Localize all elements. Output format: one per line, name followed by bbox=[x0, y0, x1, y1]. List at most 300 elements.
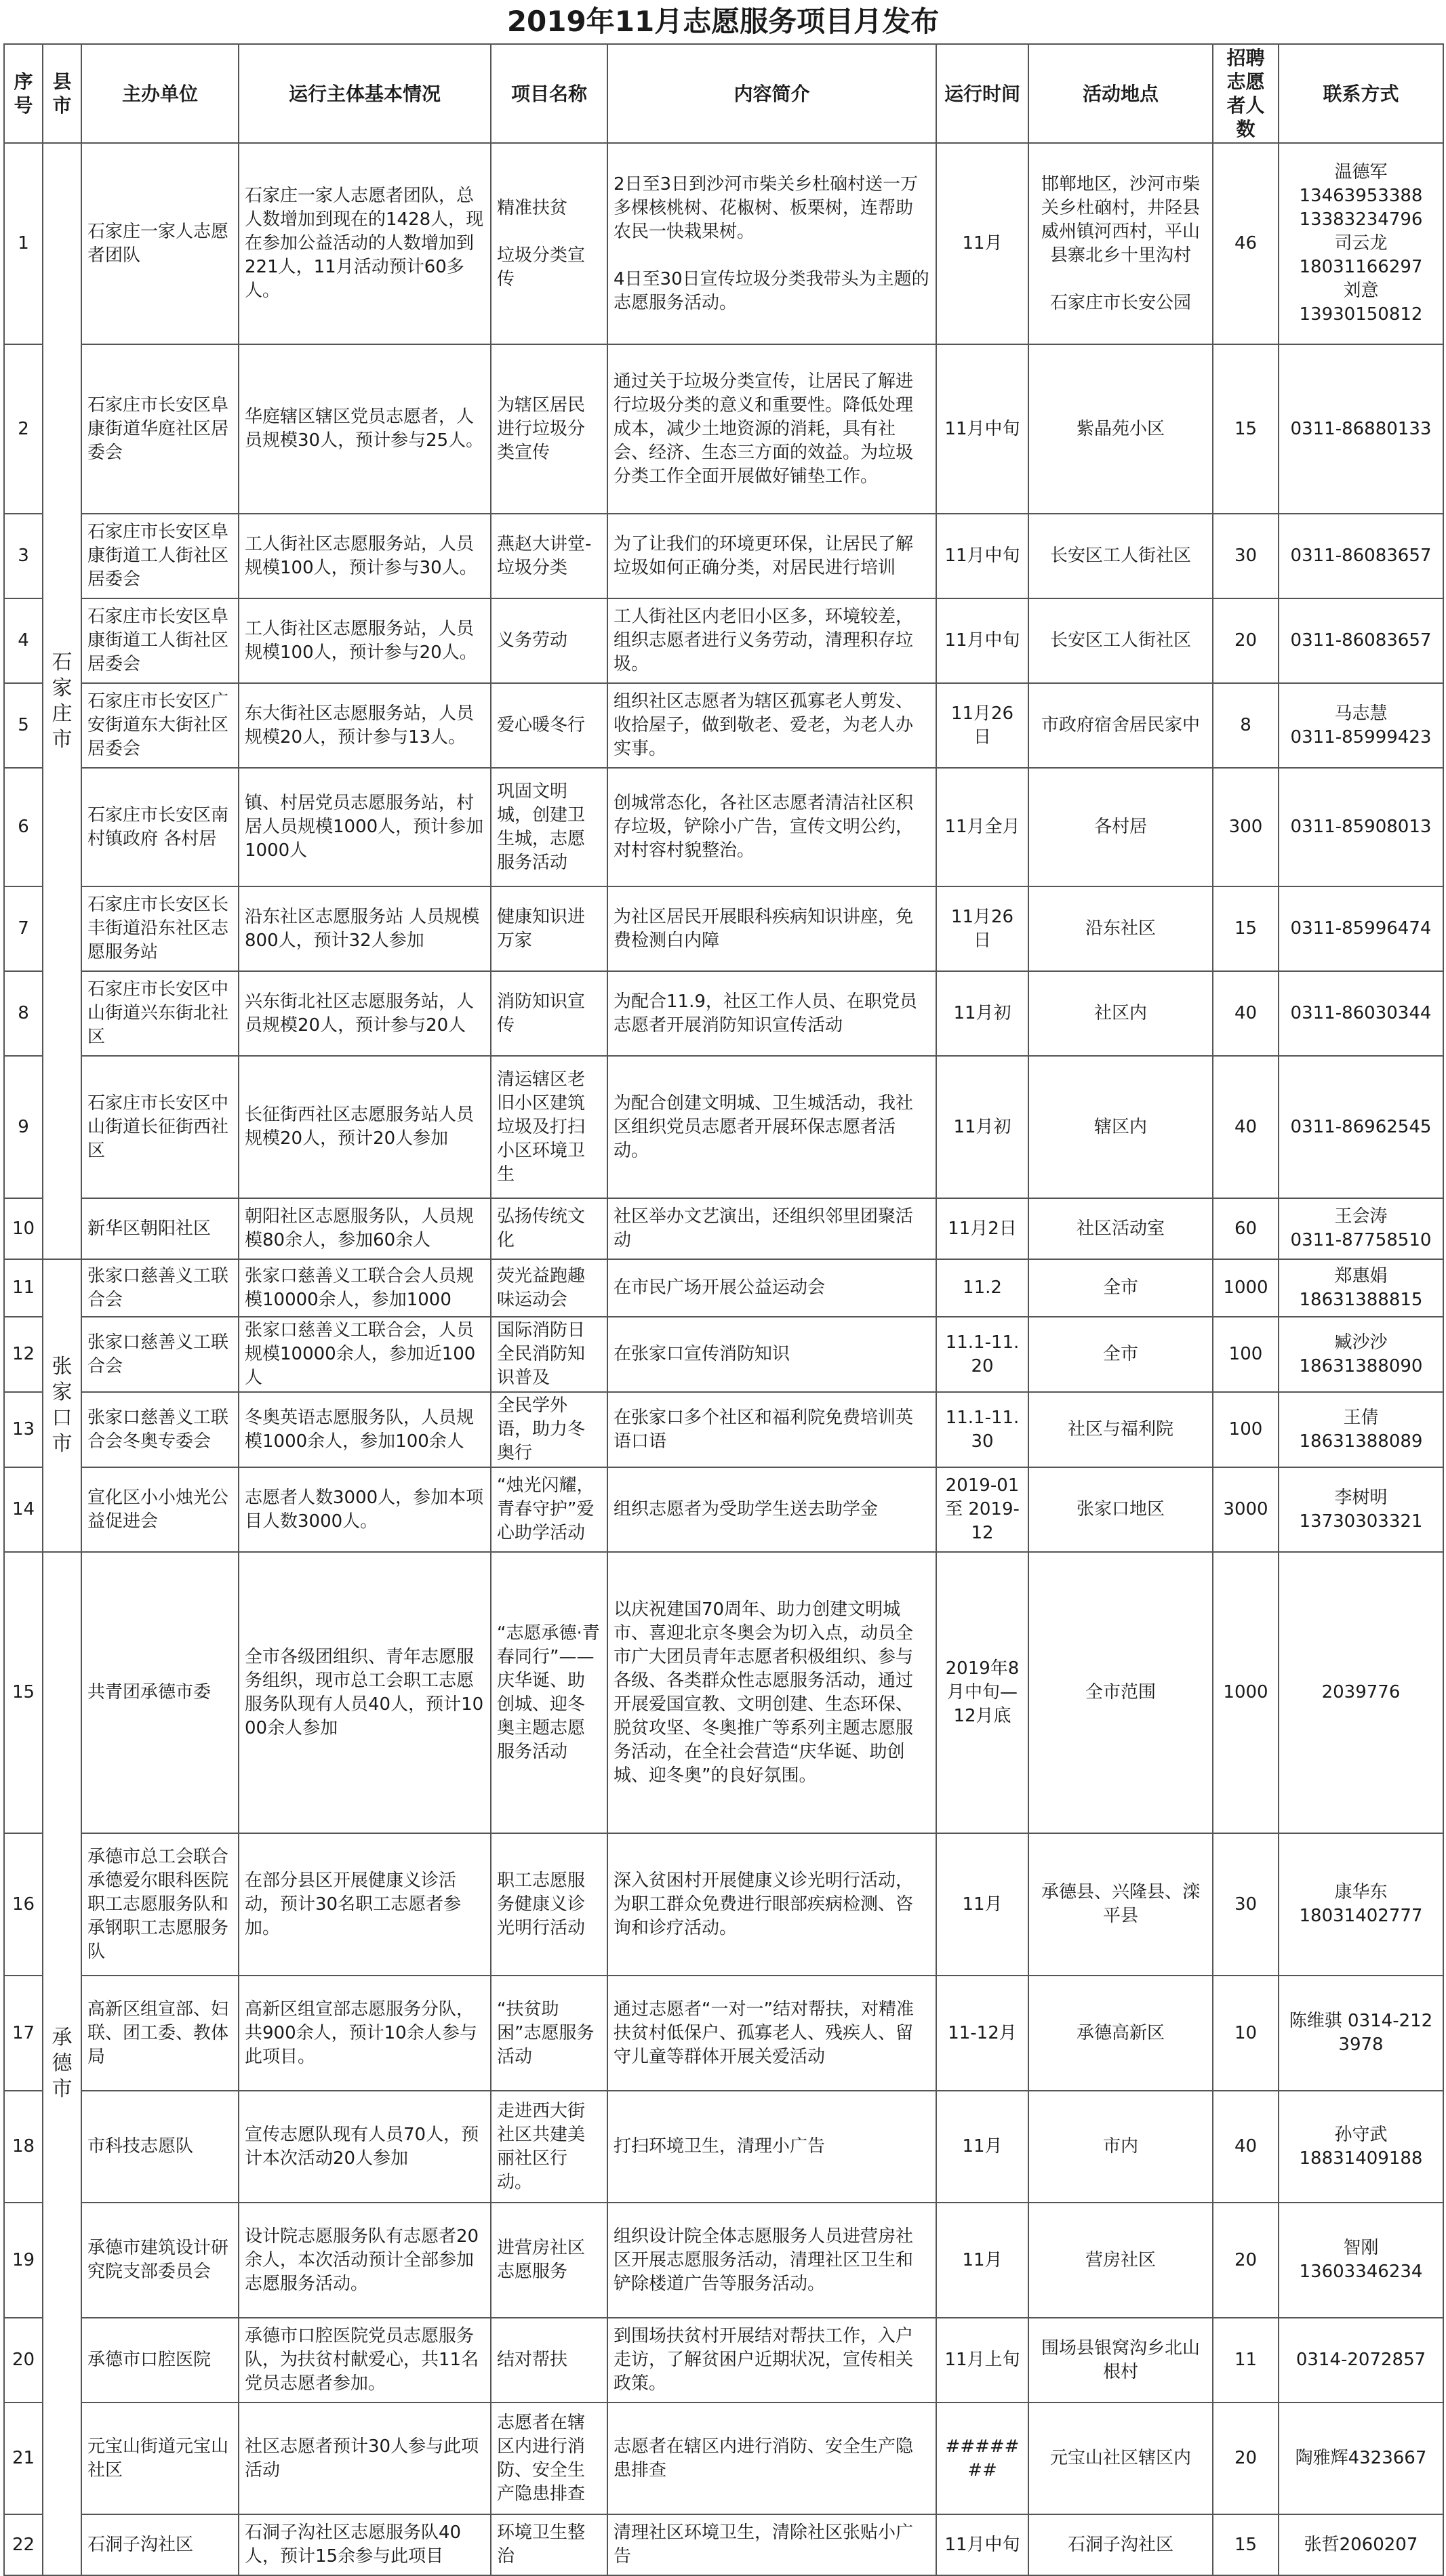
row-number-text: 19 bbox=[12, 2249, 35, 2270]
content-text: 通过关于垃圾分类宣传，让居民了解进行垃圾分类的意义和重要性。降低处理成本，减少土地资源的消耗，具有社会、经济、生态三方面的效益。为垃圾分类工作全面开展做好铺垫工作。 bbox=[614, 371, 914, 487]
table-row bbox=[4, 2091, 1443, 2203]
content-cell bbox=[607, 1198, 936, 1259]
volunteer-count-cell bbox=[1213, 2203, 1279, 2318]
run-time-text: 11月上旬 bbox=[944, 2350, 1020, 2370]
volunteer-count-cell bbox=[1213, 2514, 1279, 2575]
organizer-text: 石家庄市长安区长丰街道沿东社区志愿服务站 bbox=[87, 895, 229, 962]
run-time-text: 11月初 bbox=[953, 1003, 1011, 1023]
project-name-cell bbox=[491, 1259, 607, 1317]
contact-cell bbox=[1279, 1056, 1443, 1198]
table-row bbox=[4, 1198, 1443, 1259]
row-number-cell bbox=[4, 1976, 43, 2091]
contact-cell bbox=[1279, 1392, 1443, 1467]
project-name-cell bbox=[491, 1976, 607, 2091]
basic-info-cell bbox=[239, 683, 491, 768]
contact-text: 0311-85908013 bbox=[1290, 817, 1432, 837]
table-row bbox=[4, 1259, 1443, 1317]
header-cell: 项目名称 bbox=[491, 44, 607, 143]
row-number-cell bbox=[4, 2091, 43, 2203]
row-number-cell bbox=[4, 1198, 43, 1259]
run-time-text: 11月 bbox=[962, 2249, 1003, 2270]
table-row bbox=[4, 1317, 1443, 1392]
contact-text: 孙守武 18831409188 bbox=[1299, 2124, 1423, 2169]
organizer-cell bbox=[81, 886, 239, 971]
row-number-text: 10 bbox=[12, 1218, 35, 1239]
content-text: 为社区居民开展眼科疾病知识讲座，免费检测白内障 bbox=[614, 906, 914, 951]
location-cell bbox=[1028, 683, 1213, 768]
table-row bbox=[4, 1392, 1443, 1467]
table-row bbox=[4, 2203, 1443, 2318]
contact-text: 0314-2072857 bbox=[1296, 2350, 1426, 2370]
volunteer-count-cell bbox=[1213, 1198, 1279, 1259]
content-text: 社区举办文艺演出，还组织邻里团聚活动 bbox=[614, 1206, 914, 1250]
content-text: 为配合创建文明城、卫生城活动，我社区组织党员志愿者开展环保志愿者活动。 bbox=[614, 1092, 914, 1161]
organizer-text: 石家庄市长安区南村镇政府 各村居 bbox=[87, 804, 229, 849]
basic-info-cell bbox=[239, 971, 491, 1056]
location-cell bbox=[1028, 971, 1213, 1056]
row-number-cell bbox=[4, 344, 43, 514]
organizer-cell bbox=[81, 1976, 239, 2091]
basic-info-text: 全市各级团组织、青年志愿服务组织，现市总工会职工志愿服务队现有人员40人，预计1000余人参加 bbox=[245, 1646, 484, 1738]
table-row bbox=[4, 2318, 1443, 2403]
organizer-cell bbox=[81, 1056, 239, 1198]
location-text: 元宝山社区辖区内 bbox=[1049, 2448, 1191, 2468]
run-time-text: 11月中旬 bbox=[944, 546, 1020, 566]
volunteer-count-text: 1000 bbox=[1223, 1277, 1268, 1298]
location-cell bbox=[1028, 1467, 1213, 1552]
organizer-text: 承德市建筑设计研究院支部委员会 bbox=[87, 2238, 229, 2282]
contact-cell bbox=[1279, 514, 1443, 598]
organizer-text: 石家庄市长安区阜康街道工人街社区居委会 bbox=[87, 607, 229, 674]
project-name-cell bbox=[491, 2403, 607, 2514]
contact-text: 臧沙沙 18631388090 bbox=[1299, 1332, 1423, 1376]
contact-cell bbox=[1279, 1833, 1443, 1976]
project-name-cell bbox=[491, 1467, 607, 1552]
content-text: 清理社区环境卫生，清除社区张贴小广告 bbox=[614, 2522, 914, 2567]
contact-cell bbox=[1279, 683, 1443, 768]
volunteer-count-text: 10 bbox=[1234, 2022, 1258, 2043]
content-cell bbox=[607, 768, 936, 886]
run-time-cell bbox=[936, 1467, 1028, 1552]
table-row bbox=[4, 971, 1443, 1056]
table-row bbox=[4, 1833, 1443, 1976]
table-row bbox=[4, 1552, 1443, 1833]
project-name-cell bbox=[491, 1317, 607, 1392]
organizer-cell bbox=[81, 598, 239, 683]
content-cell bbox=[607, 971, 936, 1056]
run-time-cell bbox=[936, 514, 1028, 598]
location-cell bbox=[1028, 768, 1213, 886]
row-number-text: 2 bbox=[18, 418, 29, 439]
organizer-cell bbox=[81, 1833, 239, 1976]
volunteer-count-cell bbox=[1213, 2403, 1279, 2514]
organizer-cell bbox=[81, 344, 239, 514]
volunteer-count-text: 20 bbox=[1234, 2249, 1258, 2270]
project-name-cell bbox=[491, 683, 607, 768]
contact-text: 0311-85996474 bbox=[1290, 918, 1432, 939]
run-time-cell bbox=[936, 1056, 1028, 1198]
location-text: 长安区工人街社区 bbox=[1049, 546, 1191, 566]
row-number-cell bbox=[4, 1259, 43, 1317]
volunteer-count-cell bbox=[1213, 1056, 1279, 1198]
project-name-cell bbox=[491, 886, 607, 971]
organizer-text: 张家口慈善义工联合会 bbox=[87, 1265, 229, 1310]
basic-info-text: 志愿者人数3000人，参加本项目人数3000人。 bbox=[245, 1487, 484, 1532]
volunteer-count-cell bbox=[1213, 1976, 1279, 2091]
content-cell bbox=[607, 1976, 936, 2091]
content-cell bbox=[607, 1056, 936, 1198]
volunteer-count-cell bbox=[1213, 768, 1279, 886]
contact-cell bbox=[1279, 971, 1443, 1056]
project-name-cell bbox=[491, 1833, 607, 1976]
location-text: 全市 bbox=[1102, 1277, 1138, 1298]
table-row bbox=[4, 683, 1443, 768]
content-cell bbox=[607, 2514, 936, 2575]
run-time-text: 11月 bbox=[962, 233, 1003, 253]
volunteer-count-text: 20 bbox=[1234, 2448, 1258, 2468]
project-name-cell bbox=[491, 2318, 607, 2403]
basic-info-text: 镇、村居党员志愿服务站，村居人员规模1000人，预计参加1000人 bbox=[245, 793, 484, 861]
project-name-cell bbox=[491, 1056, 607, 1198]
content-cell bbox=[607, 2203, 936, 2318]
location-cell bbox=[1028, 1259, 1213, 1317]
location-cell bbox=[1028, 143, 1213, 344]
project-name-cell bbox=[491, 2203, 607, 2318]
content-cell bbox=[607, 1552, 936, 1833]
organizer-text: 承德市总工会联合承德爱尔眼科医院职工志愿服务队和承钢职工志愿服务队 bbox=[87, 1846, 229, 1962]
run-time-cell bbox=[936, 1552, 1028, 1833]
contact-text: 0311-86083657 bbox=[1290, 546, 1432, 566]
project-name-cell bbox=[491, 768, 607, 886]
row-number-cell bbox=[4, 143, 43, 344]
header-cell: 运行主体基本情况 bbox=[239, 44, 491, 143]
basic-info-cell bbox=[239, 598, 491, 683]
location-cell bbox=[1028, 1198, 1213, 1259]
basic-info-text: 工人街社区志愿服务站，人员规模100人，预计参与30人。 bbox=[245, 533, 477, 578]
run-time-text: 11-12月 bbox=[948, 2022, 1017, 2043]
row-number-text: 14 bbox=[12, 1499, 35, 1519]
organizer-text: 元宝山街道元宝山社区 bbox=[87, 2436, 229, 2480]
contact-cell bbox=[1279, 344, 1443, 514]
content-text: 打扫环境卫生，清理小广告 bbox=[614, 2136, 826, 2156]
contact-text: 智刚 13603346234 bbox=[1299, 2238, 1423, 2282]
row-number-text: 21 bbox=[12, 2448, 35, 2468]
project-name-cell bbox=[491, 344, 607, 514]
run-time-cell bbox=[936, 344, 1028, 514]
location-cell bbox=[1028, 598, 1213, 683]
row-number-text: 16 bbox=[12, 1894, 35, 1915]
location-cell bbox=[1028, 1317, 1213, 1392]
row-number-text: 18 bbox=[12, 2136, 35, 2156]
basic-info-cell bbox=[239, 768, 491, 886]
run-time-text: 11月 bbox=[962, 2136, 1003, 2156]
volunteer-count-text: 15 bbox=[1234, 918, 1258, 939]
organizer-cell bbox=[81, 143, 239, 344]
location-text: 承德县、兴隆县、滦平县 bbox=[1041, 1882, 1200, 1926]
basic-info-text: 张家口慈善义工联合会人员规模10000余人，参加1000 bbox=[245, 1265, 475, 1310]
location-text: 辖区内 bbox=[1093, 1116, 1147, 1137]
contact-cell bbox=[1279, 768, 1443, 886]
basic-info-text: 长征街西社区志愿服务站人员规模20人，预计20人参加 bbox=[245, 1105, 475, 1149]
basic-info-text: 在部分县区开展健康义诊活动，预计30名职工志愿者参加。 bbox=[245, 1870, 462, 1938]
row-number-text: 17 bbox=[12, 2022, 35, 2043]
table-row bbox=[4, 1056, 1443, 1198]
row-number-text: 5 bbox=[18, 715, 29, 735]
organizer-cell bbox=[81, 683, 239, 768]
content-text: 2日至3日到沙河市柴关乡杜硇村送一万多棵核桃树、花椒树、板栗树，连帮助农民一快栽果树。 4日至30日宣传垃圾分类我带头为主题的志愿服务活动。 bbox=[614, 173, 929, 313]
volunteer-count-cell bbox=[1213, 143, 1279, 344]
basic-info-text: 高新区组宣部志愿服务分队，共900余人，预计10余人参与此项目。 bbox=[245, 1999, 477, 2067]
location-text: 围场县银窝沟乡北山根村 bbox=[1041, 2337, 1200, 2382]
run-time-cell bbox=[936, 2514, 1028, 2575]
contact-text: 温德军 13463953388 13383234796 司云龙 18031166297 刘意 13930150812 bbox=[1299, 162, 1423, 325]
run-time-cell bbox=[936, 1833, 1028, 1976]
contact-cell bbox=[1279, 1467, 1443, 1552]
content-cell bbox=[607, 2091, 936, 2203]
project-name-text: 结对帮扶 bbox=[497, 2350, 568, 2370]
project-name-text: “扶贫助困”志愿服务活动 bbox=[497, 1999, 595, 2067]
content-text: 组织设计院全体志愿服务人员进营房社区开展志愿服务活动，清理社区卫生和铲除楼道广告等服务活动。 bbox=[614, 2226, 914, 2294]
organizer-text: 石洞子沟社区 bbox=[87, 2534, 194, 2555]
volunteer-count-cell bbox=[1213, 1259, 1279, 1317]
contact-cell bbox=[1279, 2203, 1443, 2318]
run-time-text: 11月中旬 bbox=[944, 630, 1020, 651]
run-time-text: 11.1-11.30 bbox=[945, 1407, 1020, 1452]
row-number-cell bbox=[4, 971, 43, 1056]
volunteer-count-text: 46 bbox=[1234, 233, 1258, 253]
contact-text: 郑惠娟 18631388815 bbox=[1299, 1265, 1423, 1310]
run-time-cell bbox=[936, 2403, 1028, 2514]
location-cell bbox=[1028, 344, 1213, 514]
content-text: 志愿者在辖区内进行消防、安全生产隐患排查 bbox=[614, 2436, 914, 2480]
header-cell: 招聘志愿者人数 bbox=[1213, 44, 1279, 143]
content-text: 组织志愿者为受助学生送去助学金 bbox=[614, 1499, 879, 1519]
organizer-text: 共青团承德市委 bbox=[87, 1682, 212, 1702]
organizer-text: 高新区组宣部、妇联、团工委、教体局 bbox=[87, 1999, 229, 2067]
row-number-cell bbox=[4, 1552, 43, 1833]
run-time-cell bbox=[936, 1198, 1028, 1259]
location-text: 社区内 bbox=[1093, 1003, 1147, 1023]
region-cell: 张 家 口 市 bbox=[43, 1259, 81, 1552]
project-name-text: 消防知识宣传 bbox=[497, 991, 586, 1036]
header-cell: 运行时间 bbox=[936, 44, 1028, 143]
content-text: 深入贫困村开展健康义诊光明行活动，为职工群众免费进行眼部疾病检测、咨询和诊疗活动。 bbox=[614, 1870, 914, 1938]
organizer-cell bbox=[81, 1552, 239, 1833]
basic-info-cell bbox=[239, 1317, 491, 1392]
table-row bbox=[4, 2514, 1443, 2575]
run-time-cell bbox=[936, 1392, 1028, 1467]
location-text: 市内 bbox=[1102, 2136, 1138, 2156]
content-cell bbox=[607, 344, 936, 514]
contact-cell bbox=[1279, 2514, 1443, 2575]
content-cell bbox=[607, 2403, 936, 2514]
contact-text: 0311-86880133 bbox=[1290, 418, 1432, 439]
volunteer-count-text: 20 bbox=[1234, 630, 1258, 651]
header-cell: 联系方式 bbox=[1279, 44, 1443, 143]
content-cell bbox=[607, 2318, 936, 2403]
table-row bbox=[4, 886, 1443, 971]
table-row bbox=[4, 2403, 1443, 2514]
basic-info-cell bbox=[239, 1976, 491, 2091]
run-time-text: 11.1-11.20 bbox=[945, 1332, 1020, 1376]
volunteer-count-text: 100 bbox=[1228, 1344, 1263, 1364]
volunteer-count-cell bbox=[1213, 2091, 1279, 2203]
organizer-text: 石家庄市长安区中山街道长征街西社区 bbox=[87, 1092, 229, 1161]
location-text: 沿东社区 bbox=[1085, 918, 1156, 939]
row-number-text: 11 bbox=[12, 1277, 35, 1298]
project-name-text: “志愿承德·青春同行”——庆华诞、助创城、迎冬奥主题志愿服务活动 bbox=[497, 1622, 600, 1762]
run-time-cell bbox=[936, 1259, 1028, 1317]
basic-info-text: 华庭辖区辖区党员志愿者，人员规模30人，预计参与25人。 bbox=[245, 407, 484, 451]
contact-cell bbox=[1279, 1317, 1443, 1392]
contact-text: 康华东 18031402777 bbox=[1299, 1882, 1423, 1926]
row-number-text: 4 bbox=[18, 630, 29, 651]
region-cell: 石 家 庄 市 bbox=[43, 143, 81, 1259]
contact-text: 陈维骐 0314-2123978 bbox=[1289, 2011, 1433, 2055]
content-cell bbox=[607, 143, 936, 344]
run-time-cell bbox=[936, 768, 1028, 886]
basic-info-text: 宣传志愿队现有人员70人，预计本次活动20人参加 bbox=[245, 2124, 479, 2169]
row-number-text: 13 bbox=[12, 1419, 35, 1439]
volunteer-count-text: 30 bbox=[1234, 546, 1258, 566]
organizer-cell bbox=[81, 2514, 239, 2575]
organizer-cell bbox=[81, 2318, 239, 2403]
basic-info-cell bbox=[239, 2091, 491, 2203]
basic-info-text: 兴东街北社区志愿服务站，人员规模20人，预计参与20人 bbox=[245, 991, 475, 1036]
basic-info-cell bbox=[239, 2514, 491, 2575]
location-cell bbox=[1028, 1056, 1213, 1198]
row-number-cell bbox=[4, 683, 43, 768]
content-cell bbox=[607, 1392, 936, 1467]
volunteer-count-cell bbox=[1213, 971, 1279, 1056]
basic-info-cell bbox=[239, 886, 491, 971]
organizer-cell bbox=[81, 1467, 239, 1552]
volunteer-count-text: 8 bbox=[1240, 715, 1251, 735]
project-name-text: 职工志愿服务健康义诊光明行活动 bbox=[497, 1870, 586, 1938]
volunteer-count-cell bbox=[1213, 598, 1279, 683]
location-text: 社区与福利院 bbox=[1067, 1419, 1173, 1439]
basic-info-cell bbox=[239, 1833, 491, 1976]
volunteer-count-text: 40 bbox=[1234, 2136, 1258, 2156]
run-time-cell bbox=[936, 2203, 1028, 2318]
table-row bbox=[4, 344, 1443, 514]
basic-info-cell bbox=[239, 143, 491, 344]
location-text: 承德高新区 bbox=[1076, 2022, 1165, 2043]
header-row bbox=[4, 44, 1443, 143]
row-number-cell bbox=[4, 1833, 43, 1976]
run-time-cell bbox=[936, 683, 1028, 768]
table-row bbox=[4, 598, 1443, 683]
basic-info-cell bbox=[239, 1467, 491, 1552]
contact-cell bbox=[1279, 2318, 1443, 2403]
basic-info-cell bbox=[239, 1259, 491, 1317]
contact-text: 王会涛 0311-87758510 bbox=[1290, 1206, 1432, 1250]
content-text: 工人街社区内老旧小区多，环境较差，组织志愿者进行义务劳动，清理积存垃圾。 bbox=[614, 607, 914, 674]
basic-info-text: 设计院志愿服务队有志愿者20余人，本次活动预计全部参加志愿服务活动。 bbox=[245, 2226, 479, 2294]
volunteer-count-text: 40 bbox=[1234, 1116, 1258, 1137]
content-text: 组织社区志愿者为辖区孤寡老人剪发、收拾屋子，做到敬老、爱老，为老人办实事。 bbox=[614, 691, 914, 759]
organizer-cell bbox=[81, 1392, 239, 1467]
volunteer-count-text: 11 bbox=[1234, 2350, 1258, 2370]
row-number-cell bbox=[4, 2403, 43, 2514]
contact-text: 0311-86030344 bbox=[1290, 1003, 1432, 1023]
project-name-text: 走进西大街社区共建美丽社区行动。 bbox=[497, 2100, 586, 2192]
table-body bbox=[4, 143, 1443, 2575]
content-text: 创城常态化，各社区志愿者清洁社区积存垃圾，铲除小广告，宣传文明公约，对村容村貌整治。 bbox=[614, 793, 914, 861]
location-text: 长安区工人街社区 bbox=[1049, 630, 1191, 651]
contact-cell bbox=[1279, 2091, 1443, 2203]
content-cell bbox=[607, 1467, 936, 1552]
organizer-text: 石家庄市长安区阜康街道华庭社区居委会 bbox=[87, 394, 229, 463]
location-cell bbox=[1028, 1976, 1213, 2091]
contact-text: 0311-86083657 bbox=[1290, 630, 1432, 651]
basic-info-cell bbox=[239, 1552, 491, 1833]
location-text: 营房社区 bbox=[1085, 2249, 1156, 2270]
volunteer-count-cell bbox=[1213, 1833, 1279, 1976]
volunteer-count-text: 300 bbox=[1228, 817, 1263, 837]
run-time-text: 11月中旬 bbox=[944, 2534, 1020, 2555]
project-name-cell bbox=[491, 2514, 607, 2575]
content-text: 在市民广场开展公益运动会 bbox=[614, 1277, 826, 1298]
volunteer-count-cell bbox=[1213, 1317, 1279, 1392]
row-number-cell bbox=[4, 768, 43, 886]
volunteer-count-cell bbox=[1213, 2318, 1279, 2403]
basic-info-text: 沿东社区志愿服务站 人员规模800人，预计32人参加 bbox=[245, 906, 480, 951]
location-cell bbox=[1028, 2514, 1213, 2575]
basic-info-cell bbox=[239, 344, 491, 514]
content-text: 以庆祝建国70周年、助力创建文明城市、喜迎北京冬奥会为切入点，动员全市广大团员青年志愿者积极组织、参与各级、各类群众性志愿服务活动，通过开展爱国宣教、文明创建、生态环保、脱贫攻坚、冬奥推广等系列主题志愿服务活动，在全社会营造“庆华诞、助创城、迎冬奥”的良好氛围。 bbox=[614, 1599, 914, 1786]
run-time-text: 11月2日 bbox=[948, 1218, 1017, 1239]
project-name-text: 为辖区居民进行垃圾分类宣传 bbox=[497, 394, 586, 463]
row-number-text: 9 bbox=[18, 1116, 29, 1137]
location-text: 石洞子沟社区 bbox=[1067, 2534, 1173, 2555]
location-text: 社区活动室 bbox=[1076, 1218, 1165, 1239]
run-time-cell bbox=[936, 971, 1028, 1056]
contact-cell bbox=[1279, 2403, 1443, 2514]
basic-info-cell bbox=[239, 1392, 491, 1467]
row-number-cell bbox=[4, 1317, 43, 1392]
basic-info-text: 朝阳社区志愿服务队，人员规模80余人，参加60余人 bbox=[245, 1206, 475, 1250]
basic-info-cell bbox=[239, 2403, 491, 2514]
contact-cell bbox=[1279, 598, 1443, 683]
basic-info-text: 工人街社区志愿服务站，人员规模100人，预计参与20人。 bbox=[245, 618, 477, 663]
project-name-text: 爱心暖冬行 bbox=[497, 715, 586, 735]
basic-info-text: 东大街社区志愿服务站，人员规模20人，预计参与13人。 bbox=[245, 703, 475, 748]
volunteer-count-text: 15 bbox=[1234, 418, 1258, 439]
volunteer-count-cell bbox=[1213, 344, 1279, 514]
basic-info-cell bbox=[239, 2318, 491, 2403]
run-time-cell bbox=[936, 2091, 1028, 2203]
organizer-text: 市科技志愿队 bbox=[87, 2136, 194, 2156]
row-number-cell bbox=[4, 1392, 43, 1467]
project-name-text: 精准扶贫 垃圾分类宣传 bbox=[497, 197, 586, 289]
run-time-cell bbox=[936, 1317, 1028, 1392]
project-name-text: 巩固文明城，创建卫生城，志愿服务活动 bbox=[497, 781, 586, 873]
volunteer-projects-table bbox=[3, 43, 1444, 2576]
organizer-cell bbox=[81, 2091, 239, 2203]
run-time-text: 11月中旬 bbox=[944, 418, 1020, 439]
content-cell bbox=[607, 514, 936, 598]
volunteer-count-text: 3000 bbox=[1223, 1499, 1268, 1519]
table-row bbox=[4, 143, 1443, 344]
location-text: 市政府宿舍居民家中 bbox=[1041, 715, 1200, 735]
row-number-cell bbox=[4, 2203, 43, 2318]
project-name-text: 进营房社区志愿服务 bbox=[497, 2238, 586, 2282]
project-name-text: 荧光益跑趣味运动会 bbox=[497, 1265, 586, 1310]
content-text: 在张家口多个社区和福利院免费培训英语口语 bbox=[614, 1407, 914, 1452]
header-cell: 内容简介 bbox=[607, 44, 936, 143]
location-text: 全市范围 bbox=[1085, 1682, 1156, 1702]
